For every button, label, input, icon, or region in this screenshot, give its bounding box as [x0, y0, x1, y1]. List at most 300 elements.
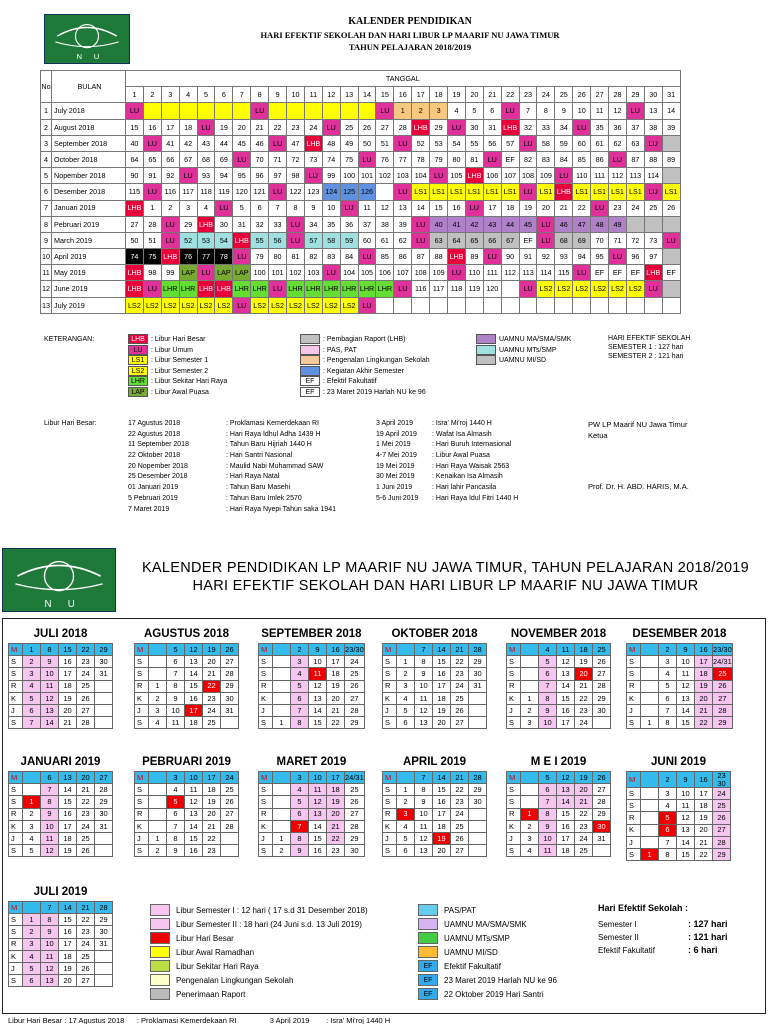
day-cell: 33 — [537, 119, 555, 135]
date-cell: 12 — [41, 692, 59, 704]
date-cell: 5 — [539, 656, 557, 668]
day-cell: 115 — [126, 184, 144, 200]
date-cell — [95, 975, 113, 987]
date-cell: 18 — [327, 668, 345, 680]
day-cell — [394, 297, 412, 313]
holiday-item — [128, 463, 336, 474]
day-cell: 17 — [483, 200, 501, 216]
weekday-label: S — [507, 668, 521, 680]
date-cell: 28 — [77, 717, 95, 729]
date-cell: 25 — [345, 784, 365, 796]
day-cell: 1 — [394, 103, 412, 119]
month-title: AGUSTUS 2018 — [143, 628, 229, 640]
sunday-cell: 2 — [659, 772, 677, 788]
date-cell: 14 — [557, 680, 575, 692]
sunday-cell — [641, 644, 659, 656]
day-number: 11 — [304, 87, 322, 103]
day-cell — [483, 297, 501, 313]
legend-swatch: EF — [300, 376, 320, 386]
sunday-cell: 19 — [575, 772, 593, 784]
day-cell: 61 — [376, 232, 394, 248]
day-cell — [626, 216, 644, 232]
date-cell: 24 — [451, 808, 469, 820]
sunday-cell — [23, 772, 41, 784]
day-cell: EF — [501, 151, 519, 167]
day-cell: 9 — [304, 200, 322, 216]
weekday-label: S — [627, 788, 641, 800]
legend-text: PAS/PAT — [444, 905, 477, 915]
legend-item — [150, 903, 368, 917]
legend-text: 22 Oktober 2019 Hari Santri — [444, 989, 544, 999]
date-cell: 3 — [149, 704, 167, 716]
date-cell — [95, 717, 113, 729]
date-cell: 14 — [557, 796, 575, 808]
day-cell: LHR — [322, 281, 340, 297]
day-cell: 99 — [161, 265, 179, 281]
sunday-cell: 16 — [695, 644, 713, 656]
date-cell: 27 — [221, 808, 239, 820]
day-cell: 75 — [143, 249, 161, 265]
day-cell: 114 — [537, 265, 555, 281]
date-cell: 2 — [149, 845, 167, 857]
sunday-cell: 3 — [167, 772, 185, 784]
day-cell: LU — [287, 232, 305, 248]
day-cell: LU — [394, 281, 412, 297]
date-cell — [593, 717, 611, 729]
date-cell: 14 — [185, 820, 203, 832]
date-cell: 13 — [41, 975, 59, 987]
month-row — [41, 151, 681, 167]
legend-text: : Libur Semester 1 — [151, 356, 209, 364]
day-cell: 11 — [358, 200, 376, 216]
sunday-cell — [23, 902, 41, 914]
date-cell: 1 — [273, 832, 291, 844]
day-number: 13 — [340, 87, 358, 103]
sunday-cell: 19 — [203, 644, 221, 656]
day-cell: 96 — [251, 168, 269, 184]
date-cell: 12 — [677, 812, 695, 824]
day-cell — [340, 103, 358, 119]
day-number: 14 — [358, 87, 376, 103]
day-cell: LU — [573, 265, 591, 281]
date-cell: 4 — [659, 800, 677, 812]
day-cell: EF — [609, 265, 627, 281]
date-cell: 9 — [539, 820, 557, 832]
day-cell: LHR — [287, 281, 305, 297]
date-cell — [469, 717, 487, 729]
sign-org: PW LP Maarif NU Jawa Timur — [588, 420, 688, 429]
date-cell: 27 — [451, 717, 469, 729]
day-cell: 43 — [197, 135, 215, 151]
day-cell: LS1 — [501, 184, 519, 200]
date-cell: 13 — [677, 824, 695, 836]
date-cell: 27 — [221, 656, 239, 668]
date-cell: 13 — [185, 808, 203, 820]
date-cell: 29 — [593, 692, 611, 704]
day-number: 21 — [483, 87, 501, 103]
day-cell: 63 — [626, 135, 644, 151]
sunday-cell — [149, 644, 167, 656]
date-cell — [273, 680, 291, 692]
month-name: August 2018 — [52, 119, 126, 135]
date-cell: 10 — [539, 832, 557, 844]
date-cell: 14 — [41, 717, 59, 729]
weekday-label: S — [9, 975, 23, 987]
date-cell: 11 — [185, 784, 203, 796]
date-cell: 15 — [185, 832, 203, 844]
date-cell: 15 — [677, 848, 695, 860]
top-title: KALENDER PENDIDIKAN — [348, 16, 472, 27]
weekday-label: K — [627, 824, 641, 836]
day-cell: 58 — [322, 232, 340, 248]
day-cell: LU — [287, 216, 305, 232]
sunday-cell: 18 — [575, 644, 593, 656]
sunday-cell: 9 — [677, 772, 695, 788]
efektif-value: : 127 hari — [688, 919, 728, 929]
day-cell: LS2 — [591, 281, 609, 297]
holiday-name: : Hari Raya Waisak 2563 — [432, 462, 510, 470]
date-cell — [95, 704, 113, 716]
date-cell: 28 — [713, 704, 733, 716]
sunday-cell: 2 — [291, 644, 309, 656]
day-cell: 14 — [662, 103, 680, 119]
weekday-label: K — [383, 820, 397, 832]
legend-text: : Libur Semester 2 — [151, 367, 209, 375]
date-cell: 21 — [695, 704, 713, 716]
month-row — [41, 103, 681, 119]
day-cell: 89 — [662, 151, 680, 167]
day-cell: LHR — [179, 281, 197, 297]
legend-item — [418, 903, 557, 917]
sunday-cell: 7 — [415, 644, 433, 656]
day-cell: 82 — [519, 151, 537, 167]
day-cell: EF — [626, 265, 644, 281]
day-cell: LS2 — [340, 297, 358, 313]
day-cell: 47 — [287, 135, 305, 151]
day-cell — [143, 103, 161, 119]
weekday-label: S — [135, 717, 149, 729]
weekday-label: S — [135, 668, 149, 680]
day-cell: LU — [662, 232, 680, 248]
day-cell: LS2 — [304, 297, 322, 313]
date-cell: 24 — [203, 704, 221, 716]
day-cell: 83 — [537, 151, 555, 167]
weekday-label: J — [507, 704, 521, 716]
date-cell: 10 — [677, 788, 695, 800]
weekday-label: K — [135, 820, 149, 832]
day-cell: 77 — [197, 249, 215, 265]
day-cell: 72 — [287, 151, 305, 167]
day-cell: 48 — [322, 135, 340, 151]
day-cell: LU — [322, 265, 340, 281]
efektif-label: Semester I — [598, 920, 637, 929]
weekday-label: S — [259, 717, 273, 729]
weekday-label: S — [627, 717, 641, 729]
date-cell: 15 — [59, 796, 77, 808]
day-cell: LS2 — [179, 297, 197, 313]
date-cell: 22 — [327, 717, 345, 729]
day-number: 20 — [465, 87, 483, 103]
day-cell: 88 — [430, 249, 448, 265]
date-cell: 11 — [415, 692, 433, 704]
date-cell: 25 — [221, 784, 239, 796]
date-cell: 16 — [557, 820, 575, 832]
month-no: 9 — [41, 232, 52, 248]
month-row — [41, 249, 681, 265]
day-cell: LU — [626, 103, 644, 119]
sunday-cell: 12 — [185, 644, 203, 656]
day-cell: LU — [394, 184, 412, 200]
date-cell: 2 — [397, 668, 415, 680]
date-cell: 27 — [593, 668, 611, 680]
day-cell: LS2 — [197, 297, 215, 313]
day-cell: 119 — [215, 184, 233, 200]
date-cell: 19 — [59, 845, 77, 857]
day-cell: 63 — [430, 232, 448, 248]
day-cell: 60 — [573, 135, 591, 151]
date-cell: 18 — [695, 668, 713, 680]
date-cell: 28 — [345, 820, 365, 832]
date-cell: 19 — [433, 704, 451, 716]
date-cell: 10 — [539, 717, 557, 729]
day-cell: 86 — [591, 151, 609, 167]
day-cell: 79 — [251, 249, 269, 265]
date-cell: 21 — [77, 784, 95, 796]
day-cell: 117 — [179, 184, 197, 200]
date-cell: 23 — [203, 845, 221, 857]
day-cell — [573, 297, 591, 313]
month-row — [41, 281, 681, 297]
day-cell: LS1 — [591, 184, 609, 200]
weekday-label: S — [383, 845, 397, 857]
weekday-label: R — [135, 680, 149, 692]
day-cell: 103 — [304, 265, 322, 281]
date-cell: 18 — [185, 717, 203, 729]
day-cell — [501, 281, 519, 297]
date-cell: 9 — [415, 796, 433, 808]
holiday-item — [128, 495, 336, 506]
day-cell: LS2 — [251, 297, 269, 313]
date-cell: 21 — [695, 836, 713, 848]
sunday-cell: 27 — [95, 772, 113, 784]
day-cell: 45 — [233, 135, 251, 151]
day-cell: 125 — [340, 184, 358, 200]
date-cell — [641, 704, 659, 716]
day-cell: LS1 — [573, 184, 591, 200]
day-cell: 89 — [465, 249, 483, 265]
day-cell: 73 — [304, 151, 322, 167]
date-cell: 11 — [677, 800, 695, 812]
day-cell: LS1 — [537, 184, 555, 200]
day-cell: 114 — [644, 168, 662, 184]
day-cell — [644, 216, 662, 232]
day-cell: 58 — [537, 135, 555, 151]
date-cell: 11 — [41, 680, 59, 692]
date-cell: 24 — [451, 680, 469, 692]
legend-text: 23 Maret 2019 Harlah NU ke 96 — [444, 975, 557, 985]
date-cell: 22 — [77, 796, 95, 808]
legend-item — [300, 355, 430, 366]
sunday-cell: 28 — [469, 772, 487, 784]
day-cell: 39 — [662, 119, 680, 135]
date-cell: 12 — [41, 962, 59, 974]
holiday-date: 25 Desember 2018 — [128, 473, 188, 481]
day-cell: LS1 — [609, 184, 627, 200]
date-cell: 24 — [575, 832, 593, 844]
day-number: 17 — [412, 87, 430, 103]
day-number: 27 — [591, 87, 609, 103]
date-cell — [273, 808, 291, 820]
month-name: Pebruari 2019 — [52, 216, 126, 232]
weekday-label: S — [135, 656, 149, 668]
date-cell: 2 — [23, 926, 41, 938]
sunday-cell: M — [627, 644, 641, 656]
date-cell: 21 — [59, 717, 77, 729]
svg-text:U: U — [93, 52, 100, 62]
date-cell: 11 — [309, 784, 327, 796]
day-cell: LS2 — [322, 297, 340, 313]
day-cell: LU — [483, 151, 501, 167]
day-cell: LS2 — [215, 297, 233, 313]
day-cell: LS2 — [555, 281, 573, 297]
date-cell: 11 — [677, 668, 695, 680]
date-cell: 25 — [345, 668, 365, 680]
date-cell: 17 — [185, 704, 203, 716]
day-cell: 82 — [304, 249, 322, 265]
date-cell: 14 — [677, 836, 695, 848]
sunday-cell — [273, 772, 291, 784]
day-cell: 118 — [197, 184, 215, 200]
day-cell: 98 — [287, 168, 305, 184]
day-cell: 50 — [126, 232, 144, 248]
day-cell: LS1 — [483, 184, 501, 200]
date-cell: 10 — [41, 668, 59, 680]
date-cell: 8 — [415, 656, 433, 668]
day-cell: LS2 — [626, 281, 644, 297]
sunday-cell: 23 30 — [713, 772, 731, 788]
weekday-label: K — [507, 692, 521, 704]
holiday-item — [128, 473, 336, 484]
day-cell: 5 — [233, 200, 251, 216]
legend-item — [418, 945, 557, 959]
date-cell: 4 — [397, 692, 415, 704]
date-cell: 3 — [659, 788, 677, 800]
month-name: March 2019 — [52, 232, 126, 248]
day-cell: 74 — [322, 151, 340, 167]
date-cell: 19 — [203, 796, 221, 808]
date-cell: 8 — [659, 717, 677, 729]
day-cell: LHB — [126, 265, 144, 281]
day-cell: 95 — [591, 249, 609, 265]
date-cell — [149, 808, 167, 820]
date-cell: 25 — [77, 950, 95, 962]
date-cell — [273, 796, 291, 808]
day-cell: 69 — [215, 151, 233, 167]
date-cell: 20 — [327, 808, 345, 820]
day-cell: LHB — [448, 249, 466, 265]
day-cell: 106 — [483, 168, 501, 184]
date-cell — [469, 832, 487, 844]
sunday-cell — [641, 772, 659, 788]
date-cell: 26 — [451, 832, 469, 844]
weekday-label: J — [9, 704, 23, 716]
day-cell: LU — [269, 135, 287, 151]
day-cell: 3 — [430, 103, 448, 119]
date-cell: 29 — [221, 680, 239, 692]
day-cell: 45 — [519, 216, 537, 232]
date-cell — [23, 784, 41, 796]
sunday-cell: M — [259, 772, 273, 784]
day-cell: 15 — [430, 200, 448, 216]
date-cell: 29 — [469, 784, 487, 796]
date-cell: 31 — [95, 938, 113, 950]
day-cell: 31 — [483, 119, 501, 135]
date-cell — [521, 796, 539, 808]
date-cell: 24 — [713, 788, 731, 800]
day-cell: 19 — [215, 119, 233, 135]
date-cell: 7 — [167, 820, 185, 832]
date-cell: 2 — [397, 796, 415, 808]
date-cell: 10 — [167, 704, 185, 716]
legend-text: UAMNU MI/SD — [499, 356, 547, 364]
weekday-label: J — [507, 832, 521, 844]
legend-swatch — [300, 345, 320, 355]
holiday-date: 1 Mei 2019 — [376, 441, 411, 449]
date-cell — [641, 800, 659, 812]
day-cell: 126 — [358, 184, 376, 200]
legend-text: : Libur Hari Besar — [151, 335, 206, 343]
weekday-label: J — [259, 832, 273, 844]
holiday-date: 01 Januari 2019 — [128, 484, 179, 492]
day-cell: 26 — [358, 119, 376, 135]
weekday-label: S — [9, 656, 23, 668]
date-cell: 30 — [95, 656, 113, 668]
month-name: Januari 2019 — [52, 200, 126, 216]
sunday-cell: 24 — [221, 772, 239, 784]
date-cell: 9 — [415, 668, 433, 680]
date-cell: 1 — [641, 717, 659, 729]
date-cell: 28 — [593, 796, 611, 808]
date-cell — [273, 784, 291, 796]
date-cell: 29 — [713, 717, 733, 729]
day-cell: 111 — [591, 168, 609, 184]
day-cell: 57 — [304, 232, 322, 248]
day-cell: 64 — [126, 151, 144, 167]
legend-swatch — [150, 946, 170, 958]
sunday-cell: 23/30 — [345, 644, 364, 654]
month-no: 5 — [41, 168, 52, 184]
date-cell: 24/31 — [713, 657, 732, 667]
day-cell: LS1 — [662, 184, 680, 200]
month-no: 2 — [41, 119, 52, 135]
holiday-item — [376, 484, 518, 495]
date-cell: 1 — [273, 717, 291, 729]
day-cell: 85 — [376, 249, 394, 265]
date-cell — [521, 784, 539, 796]
date-cell: 23 — [327, 845, 345, 857]
date-cell: 9 — [539, 704, 557, 716]
date-cell: 9 — [167, 692, 185, 704]
date-cell: 17 — [59, 820, 77, 832]
legend-text: : PAS, PAT — [323, 346, 357, 354]
day-cell: 69 — [573, 232, 591, 248]
weekday-label: K — [383, 692, 397, 704]
sunday-cell: 22 — [77, 644, 95, 656]
top-year: TAHUN PELAJARAN 2018/2019 — [348, 42, 472, 52]
date-cell: 23 — [575, 820, 593, 832]
date-cell: 31 — [593, 832, 611, 844]
date-cell: 1 — [149, 680, 167, 692]
